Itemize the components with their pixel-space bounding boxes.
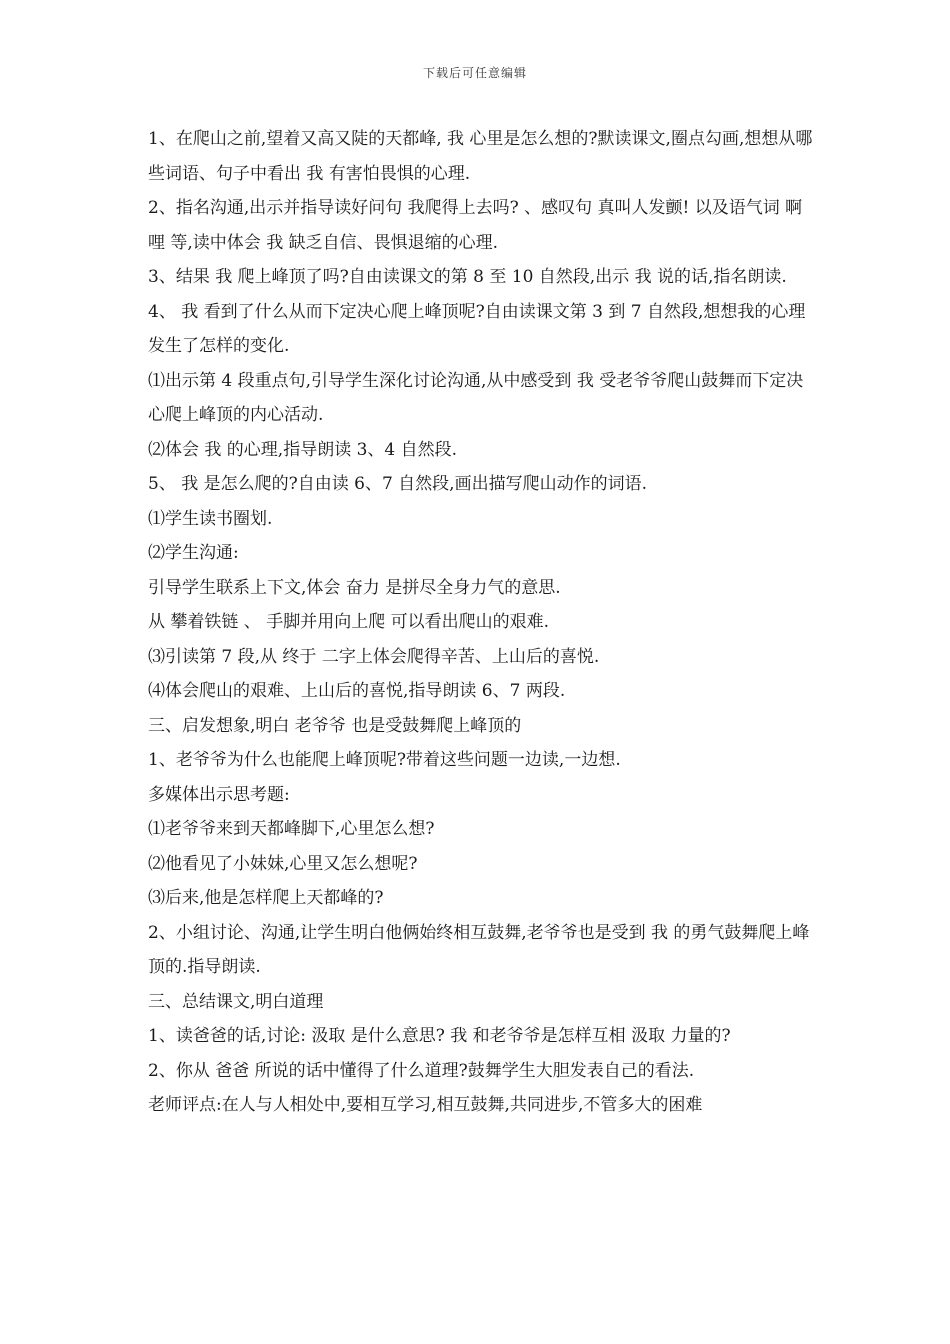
- section-heading: 三、总结课文,明白道理: [148, 991, 324, 1012]
- page-header-note: 下载后可任意编辑: [422, 66, 527, 80]
- paragraph: 引导学生联系上下文,体会 奋力 是拼尽全身力气的意思.: [148, 577, 561, 598]
- paragraph: ⑵他看见了小妹妹,心里又怎么想呢?: [148, 853, 418, 874]
- paragraph: 从 攀着铁链 、 手脚并用向上爬 可以看出爬山的艰难.: [148, 612, 550, 632]
- paragraph: 5、 我 是怎么爬的?自由读 6、7 自然段,画出描写爬山动作的词语.: [148, 474, 647, 494]
- paragraph: 2、指名沟通,出示并指导读好问句 我爬得上去吗? 、感叹句 真叫人发颤! 以及语气词 啊 哩 等,读中体会 我 缺乏自信、畏惧退缩的心理.: [148, 198, 803, 253]
- paragraph: 4、 我 看到了什么从而下定决心爬上峰顶呢?自由读课文第 3 到 7 自然段,想想我的心理发生了怎样的变化.: [148, 301, 806, 356]
- paragraph: 3、结果 我 爬上峰顶了吗?自由读课文的第 8 至 10 自然段,出示 我 说的话,指名朗读.: [148, 267, 787, 287]
- paragraph: ⑶引读第 7 段,从 终于 二字上体会爬得辛苦、上山后的喜悦.: [148, 646, 600, 667]
- paragraph: 老师评点:在人与人相处中,要相互学习,相互鼓舞,共同进步,不管多大的困难: [148, 1095, 703, 1115]
- paragraph: 1、老爷爷为什么也能爬上峰顶呢?带着这些问题一边读,一边想.: [148, 750, 621, 770]
- document-body: [148, 122, 814, 1123]
- paragraph: ⑷体会爬山的艰难、上山后的喜悦,指导朗读 6、7 两段.: [148, 681, 566, 701]
- paragraph: ⑴学生读书圈划.: [148, 508, 273, 529]
- paragraph: 1、在爬山之前,望着又高又陡的天都峰, 我 心里是怎么想的?默读课文,圈点勾画,想想从哪些词语、句子中看出 我 有害怕畏惧的心理.: [148, 129, 813, 184]
- section-heading: 三、启发想象,明白 老爷爷 也是受鼓舞爬上峰顶的: [148, 715, 522, 736]
- paragraph: ⑶后来,他是怎样爬上天都峰的?: [148, 888, 384, 908]
- paragraph: 2、小组讨论、沟通,让学生明白他俩始终相互鼓舞,老爷爷也是受到 我 的勇气鼓舞爬上峰顶的.指导朗读.: [148, 922, 810, 977]
- paragraph: 2、你从 爸爸 所说的话中懂得了什么道理?鼓舞学生大胆发表自己的看法.: [148, 1060, 695, 1081]
- paragraph: ⑵学生沟通:: [148, 543, 239, 563]
- paragraph: ⑴出示第 4 段重点句,引导学生深化讨论沟通,从中感受到 我 受老爷爷爬山鼓舞而下定决心爬上峰顶的内心活动.: [148, 370, 804, 425]
- paragraph: ⑴老爷爷来到天都峰脚下,心里怎么想?: [148, 819, 435, 839]
- paragraph: ⑵体会 我 的心理,指导朗读 3、4 自然段.: [148, 439, 458, 460]
- paragraph: 多媒体出示思考题:: [148, 784, 290, 805]
- paragraph: 1、读爸爸的话,讨论: 汲取 是什么意思? 我 和老爷爷是怎样互相 汲取 力量的?: [148, 1026, 731, 1046]
